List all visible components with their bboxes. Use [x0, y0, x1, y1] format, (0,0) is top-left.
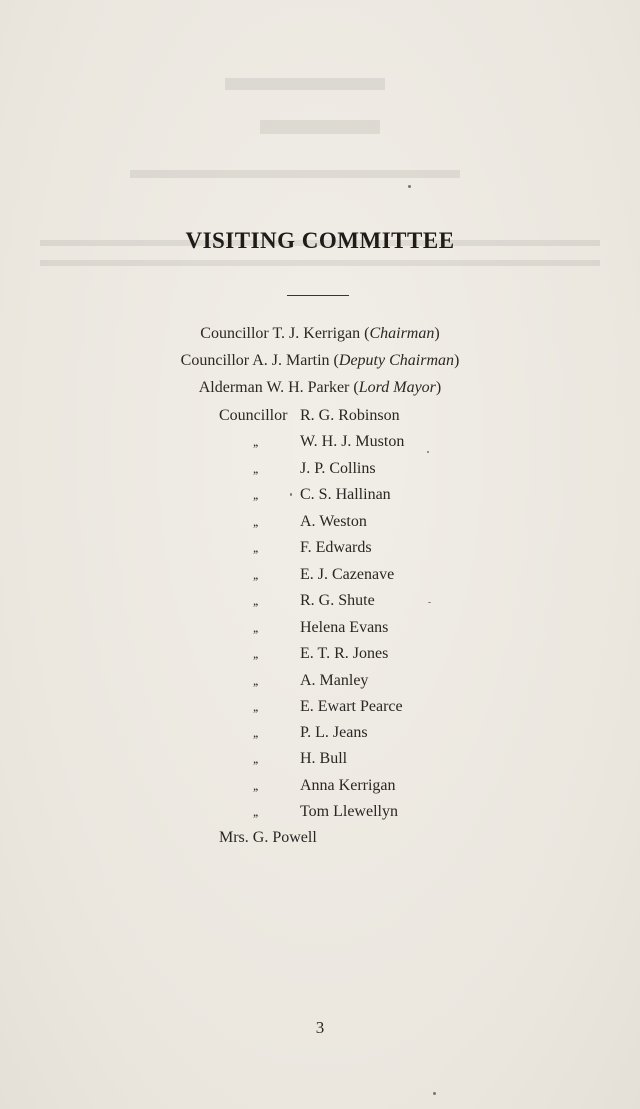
member-name: R. G. Robinson [300, 407, 400, 424]
paper-speck [427, 451, 429, 453]
ditto-mark: ,, [253, 620, 258, 635]
ditto-mark: ,, [253, 751, 258, 766]
member-row [0, 644, 640, 664]
officer-name: Alderman W. H. Parker ( [198, 379, 359, 396]
ditto-mark: ,, [253, 673, 258, 688]
officer-role: Lord Mayor [358, 379, 436, 396]
member-name: E. T. R. Jones [300, 645, 389, 662]
paper-speck [428, 602, 431, 603]
officer-close: ) [435, 379, 442, 396]
member-name: P. L. Jeans [300, 724, 368, 741]
member-name: E. Ewart Pearce [300, 698, 403, 715]
member-name: J. P. Collins [300, 460, 376, 477]
member-name: Anna Kerrigan [300, 777, 396, 794]
member-row [0, 565, 640, 585]
ditto-mark: ,, [253, 725, 258, 740]
member-name: A. Weston [300, 513, 367, 530]
ditto-mark: ,, [253, 487, 258, 502]
officer-chairman [0, 324, 640, 344]
officer-name: Councillor T. J. Kerrigan ( [200, 325, 370, 342]
ditto-mark: ,, [253, 646, 258, 661]
member-row [0, 697, 640, 717]
member-row [0, 512, 640, 532]
final-member-name: Mrs. G. Powell [219, 829, 317, 846]
member-row [0, 671, 640, 691]
ditto-mark: ,, [253, 434, 258, 449]
paper-speck [433, 1092, 436, 1095]
ditto-mark: ,, [253, 593, 258, 608]
page-title: VISITING COMMITTEE [185, 228, 455, 253]
officer-role: Chairman [369, 325, 435, 342]
member-name: E. J. Cazenave [300, 566, 395, 583]
member-row [0, 538, 640, 558]
member-row [0, 749, 640, 769]
member-row [0, 406, 640, 426]
officer-deputy-chairman [0, 351, 640, 371]
ditto-mark: ,, [253, 514, 258, 529]
officer-lord-mayor [0, 378, 640, 398]
councillor-label: Councillor [219, 407, 288, 424]
member-name: F. Edwards [300, 539, 372, 556]
member-name: W. H. J. Muston [300, 433, 405, 450]
officer-close: ) [454, 352, 460, 369]
officer-name: Councillor A. J. Martin ( [180, 352, 339, 369]
member-name: A. Manley [300, 672, 369, 689]
ditto-mark: ,, [253, 567, 258, 582]
ditto-mark: ,, [253, 540, 258, 555]
ditto-mark: ,, [253, 461, 258, 476]
member-row [0, 802, 640, 822]
member-name: C. S. Hallinan [300, 486, 391, 503]
officer-role: Deputy Chairman [338, 352, 454, 369]
paper-speck [290, 493, 292, 496]
title-divider [287, 295, 349, 296]
page-number: 3 [315, 1018, 325, 1037]
member-name: Helena Evans [300, 619, 389, 636]
member-name: Tom Llewellyn [300, 803, 398, 820]
officer-close: ) [434, 325, 440, 342]
member-row [0, 432, 640, 452]
paper-speck [408, 185, 411, 188]
member-name: R. G. Shute [300, 592, 375, 609]
member-row [0, 618, 640, 638]
ditto-mark: ,, [253, 699, 258, 714]
ditto-mark: ,, [253, 804, 258, 819]
member-name: H. Bull [300, 750, 348, 767]
ditto-mark: ,, [253, 778, 258, 793]
member-row [0, 723, 640, 743]
member-row [0, 776, 640, 796]
member-row [0, 591, 640, 611]
member-row [0, 459, 640, 479]
member-row [0, 485, 640, 505]
